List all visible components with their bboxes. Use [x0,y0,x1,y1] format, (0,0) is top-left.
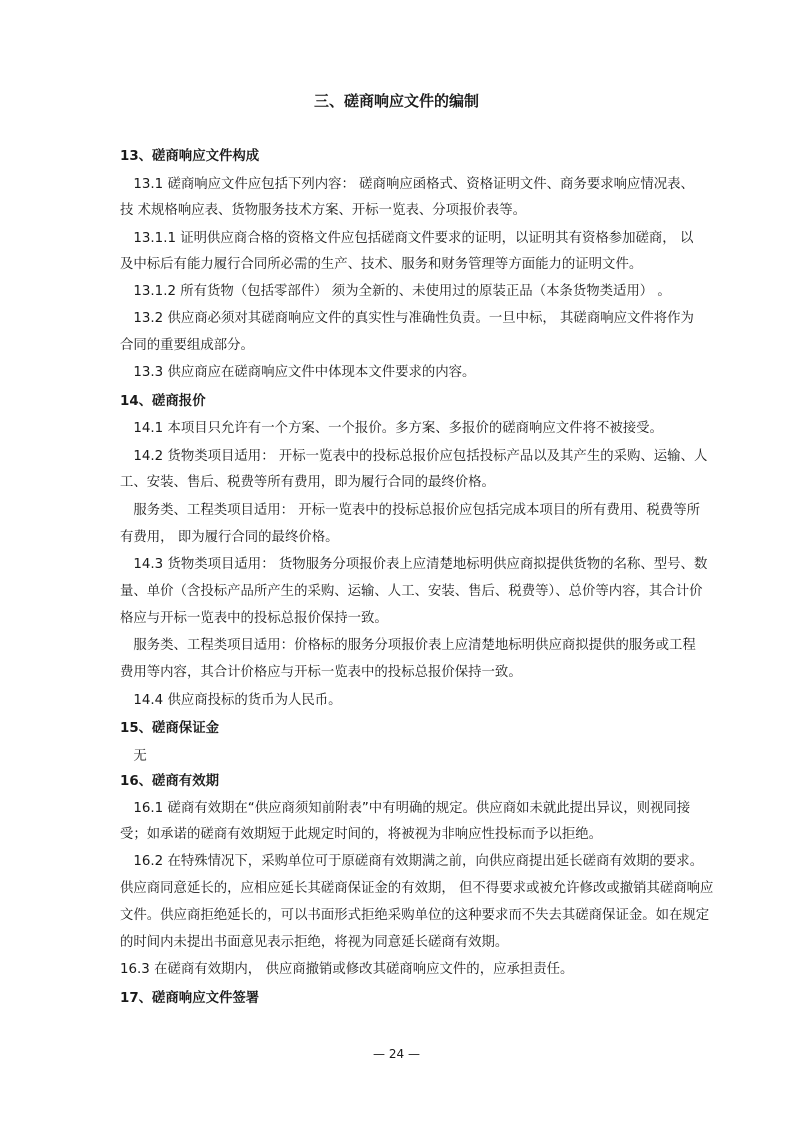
paragraph-line: 工、安装、售后、税费等所有费用，即为履行合同的最终价格。 [120,475,495,490]
paragraph-line: 16.1 磋商有效期在“供应商须知前附表”中有明确的规定。供应商如未就此提出异议，则视同接 [120,801,691,816]
paragraph-line: 14.1 本项目只允许有一个方案、一个报价。多方案、多报价的磋商响应文件将不被接受。 [120,421,663,436]
paragraph-line: 及中标后有能力履行合同所必需的生产、技术、服务和财务管理等方面能力的证明文件。 [120,257,643,272]
paragraph-line: 13.1 磋商响应文件应包括下列内容： 磋商响应函格式、资格证明文件、商务要求响应情况表、 [120,177,694,192]
paragraph-line: 的时间内未提出书面意见表示拒绝，将视为同意延长磋商有效期。 [120,935,509,950]
paragraph-line: 14.4 供应商投标的货币为人民币。 [120,693,342,708]
paragraph-line: 技 术规格响应表、货物服务技术方案、开标一览表、分项报价表等。 [120,203,526,218]
paragraph-line: 16.3 在磋商有效期内， 供应商撤销或修改其磋商响应文件的，应承担责任。 [120,962,574,977]
paragraph-line: 14.2 货物类项目适用： 开标一览表中的投标总报价应包括投标产品以及其产生的采购、运输、人 [120,449,708,464]
heading-15: 15、磋商保证金 [120,721,219,736]
paragraph-line: 13.1.1 证明供应商合格的资格文件应包括磋商文件要求的证明，以证明其有资格参加磋商， 以 [120,231,694,246]
heading-14: 14、磋商报价 [120,394,206,409]
heading-13: 13、磋商响应文件构成 [120,149,260,164]
section-title: 三、磋商响应文件的编制 [313,92,479,110]
paragraph-line: 费用等内容，其合计价格应与开标一览表中的投标总报价保持一致。 [120,665,522,680]
paragraph-line: 13.1.2 所有货物（包括零部件） 须为全新的、未使用过的原装正品（本条货物类适用） 。 [120,284,671,299]
paragraph-line: 合同的重要组成部分。 [120,338,254,353]
paragraph-line: 14.3 货物类项目适用： 货物服务分项报价表上应清楚地标明供应商拟提供货物的名称、型号、数 [120,557,708,572]
paragraph-line: 服务类、工程类项目适用：价格标的服务分项报价表上应清楚地标明供应商拟提供的服务或工程 [120,638,696,653]
paragraph-line: 格应与开标一览表中的投标总报价保持一致。 [120,611,388,626]
page-number: — 24 — [373,1047,420,1061]
heading-16: 16、磋商有效期 [120,774,219,789]
paragraph-line: 13.3 供应商应在磋商响应文件中体现本文件要求的内容。 [120,365,476,380]
paragraph-line: 服务类、工程类项目适用： 开标一览表中的投标总报价应包括完成本项目的所有费用、税费等所 [120,503,701,518]
paragraph-line: 16.2 在特殊情况下，采购单位可于原磋商有效期满之前，向供应商提出延长磋商有效期的要求。 [120,854,704,869]
paragraph-line: 受；如承诺的磋商有效期短于此规定时间的，将被视为非响应性投标而予以拒绝。 [120,827,603,842]
paragraph-line: 量、单价（含投标产品所产生的采购、运输、人工、安装、售后、税费等）、总价等内容，其合计价 [120,584,703,599]
paragraph-line: 文件。供应商拒绝延长的，可以书面形式拒绝采购单位的这种要求而不失去其磋商保证金。如在规定 [120,908,710,923]
paragraph-line: 13.2 供应商必须对其磋商响应文件的真实性与准确性负责。一旦中标， 其磋商响应文件将作为 [120,311,694,326]
heading-17: 17、磋商响应文件签署 [120,991,260,1006]
paragraph-line: 有费用， 即为履行合同的最终价格。 [120,530,339,545]
paragraph-line: 无 [120,749,147,764]
paragraph-line: 供应商同意延长的，应相应延长其磋商保证金的有效期， 但不得要求或被允许修改或撤销其磋商响应 [120,881,714,896]
